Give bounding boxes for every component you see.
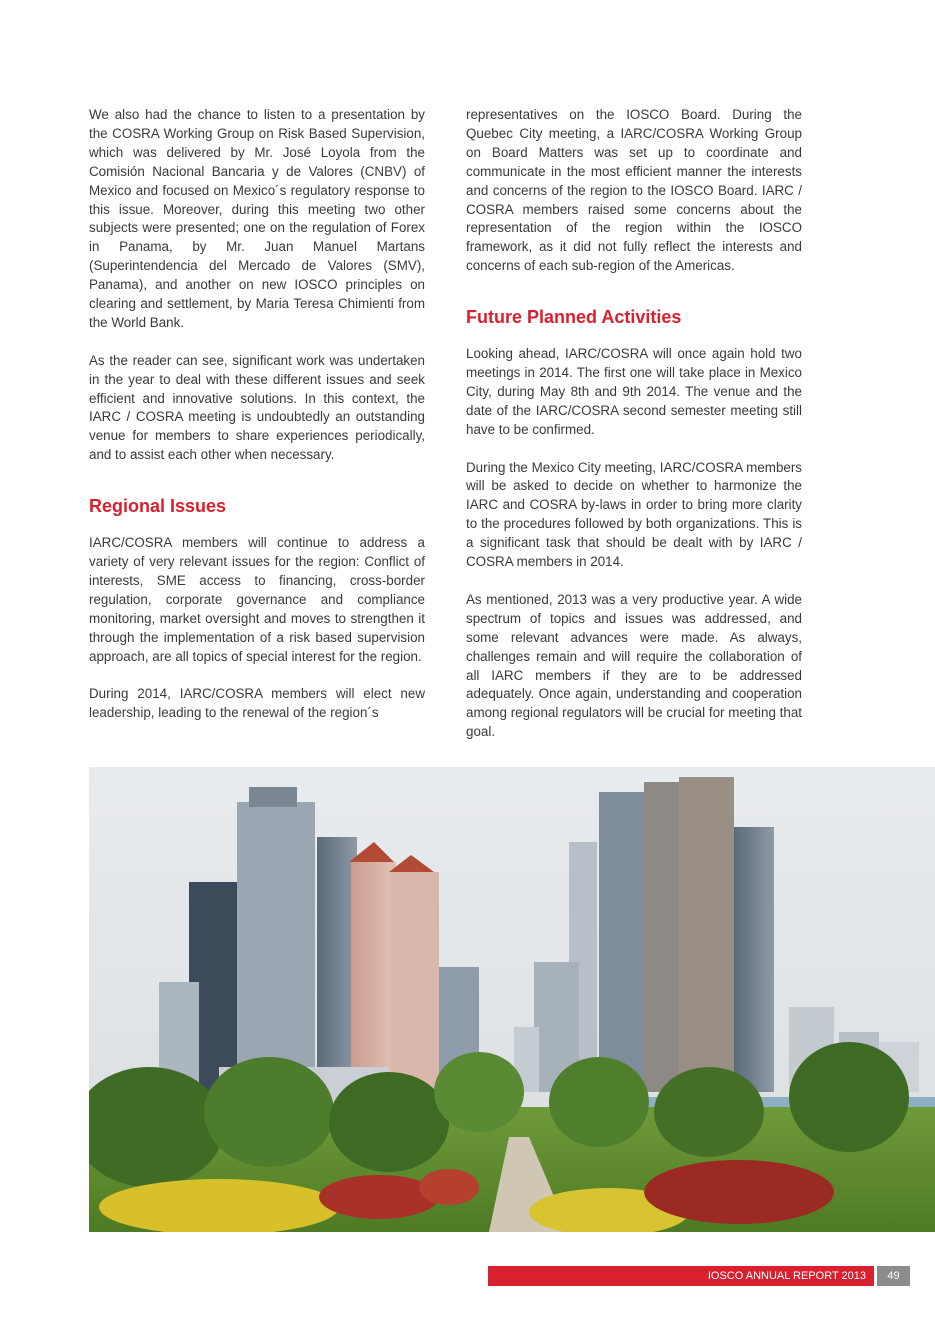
section-heading-regional-issues: Regional Issues [89, 496, 227, 517]
paragraph: representatives on the IOSCO Board. During the Quebec City meeting, a IARC/COSRA Working Group on Board Matters was set up to coordinate and communicate in the most efficient manner the interests and concerns of the region to the IOSCO Board. IARC / COSRA members raised some concerns about the representation of the region within the IOSCO framework, as it did not fully reflect the interests and concerns of each sub-region of the Americas. [466, 107, 802, 274]
section-heading-future-planned-activities: Future Planned Activities [466, 307, 682, 328]
paragraph: IARC/COSRA members will continue to address a variety of very relevant issues for the region: Conflict of interests, SME access to financing, cross-border regulation, corporate governance and compliance monitoring, market oversight and moves to strengthen it through the implementation of a risk based supervision approach, are all topics of special interest for the region. [89, 535, 425, 664]
right-column [466, 106, 802, 742]
paragraph: As mentioned, 2013 was a very productive year. A wide spectrum of topics and issues was addressed, and some relevant advances were made. As always, challenges remain and will require the collaboration of all IARC members if they are to be addressed adequately. Once again, understanding and cooperation among regional regulators will be crucial for meeting that goal. [466, 591, 802, 740]
footer-report-label: IOSCO ANNUAL REPORT 2013 [488, 1266, 874, 1286]
paragraph: During 2014, IARC/COSRA members will elect new leadership, leading to the renewal of the region´s [89, 686, 425, 721]
paragraph: We also had the chance to listen to a presentation by the COSRA Working Group on Risk Based Supervision, which was delivered by Mr. José Loyola from the Comisión Nacional Bancaria y de Valores (CNBV) of Mexico and focused on Mexico´s regulatory response to this issue. Moreover, during this meeting two other subjects were presented; one on the regulation of Forex in Panama, by Mr. Juan Manuel Martans (Superintendencia del Mercado de Valores (SMV), Panama), and another on new IOSCO principles on clearing and settlement, by Maria Teresa Chimienti from the World Bank. [89, 107, 425, 330]
paragraph: As the reader can see, significant work was undertaken in the year to deal with these different issues and seek efficient and innovative solutions. In this context, the IARC / COSRA meeting is undoubtedly an outstanding venue for members to share experiences periodically, and to assist each other when necessary. [89, 352, 425, 463]
left-column [89, 106, 425, 723]
paragraph: Looking ahead, IARC/COSRA will once again hold two meetings in 2014. The first one will take place in Mexico City, during May 8th and 9th 2014. The venue and the date of the IARC/COSRA second semester meeting still have to be confirmed. [466, 346, 802, 437]
city-skyline-photo [89, 767, 935, 1232]
paragraph: During the Mexico City meeting, IARC/COSRA members will be asked to decide on whether to harmonize the IARC and COSRA by-laws in order to bring more clarity to the procedures followed by both organizations. This is a significant task that should be dealt with by IARC / COSRA members in 2014. [466, 459, 802, 570]
page-number: 49 [877, 1266, 910, 1286]
